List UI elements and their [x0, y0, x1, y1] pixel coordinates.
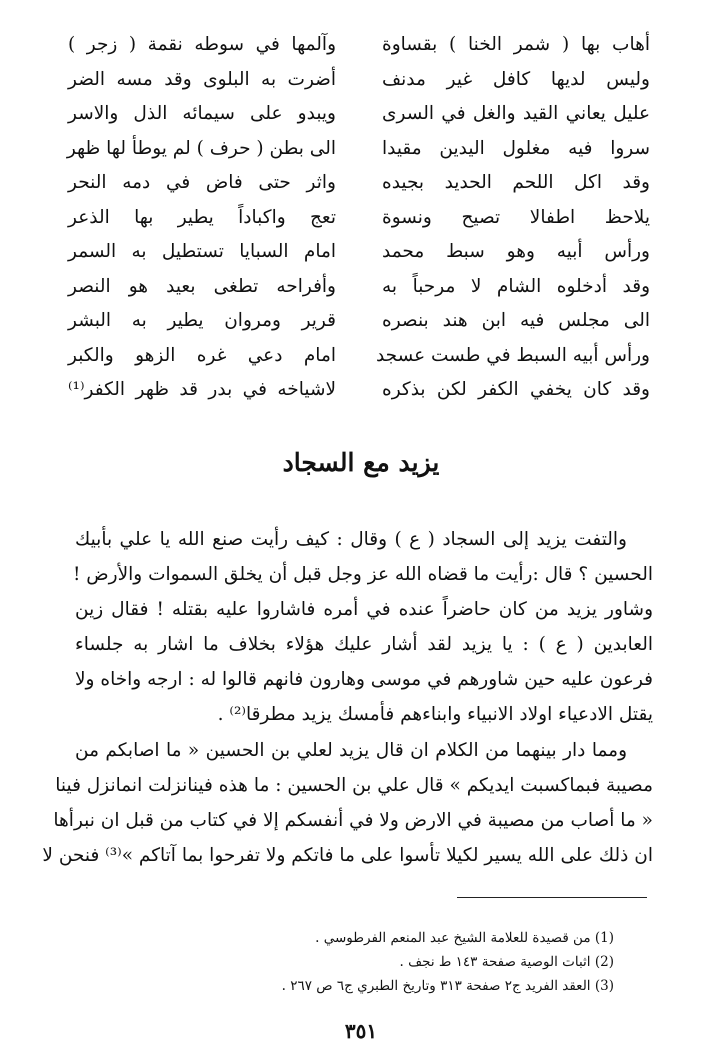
- verse-hemistich: وليس لديها كافل غير مدنف: [382, 68, 650, 90]
- verse-hemistich: وقد أدخلوه الشام لا مرحباً به: [382, 275, 650, 297]
- paragraph-line: مصيبة فبماكسبت ايديكم » قال علي بن الحسين : ما هذه فينانزلت انمانزل فينا: [55, 775, 653, 796]
- verse-hemistich: واثر حتى فاض في دمه النحر: [68, 172, 336, 193]
- paragraph-line: ان ذلك على الله يسير لكيلا تأسوا على ما فاتكم ولا تفرحوا بما آتاكم »⁽³⁾ فنحن لا: [42, 845, 653, 866]
- paragraph-line: ومما دار بينهما من الكلام ان قال يزيد لعلي بن الحسين « ما اصابكم من: [75, 740, 627, 761]
- footnotes: [94, 926, 614, 998]
- verse-hemistich: وأفراحه تطغى بعيد هو النصر: [68, 275, 336, 297]
- verse-hemistich: تعج واكباداً يطير بها الذعر: [68, 206, 336, 228]
- paragraph-line: وشاور يزيد من كان حاضراً عنده في أمره فاشاروا عليه بقتله ! فقال زين: [75, 599, 653, 620]
- footnote: (2) اثبات الوصية صفحة ١٤٣ ط نجف .: [399, 954, 614, 970]
- verse-hemistich: الى مجلس فيه ابن هند بنصره: [382, 310, 650, 331]
- verse-hemistich: وآلمها في سوطه نقمة ( زجر ): [68, 34, 336, 55]
- footnote: (1) من قصيدة للعلامة الشيخ عبد المنعم الفرطوسي .: [315, 930, 614, 946]
- paragraph-line: والتفت يزيد إلى السجاد ( ع ) وقال : كيف رأيت صنع الله يا علي بأبيك: [75, 529, 627, 550]
- footnote-separator: [457, 897, 647, 898]
- verse-hemistich: امام السبايا تستطيل به السمر: [68, 241, 336, 262]
- verse-hemistich: سروا فيه مغلول اليدين مقيدا: [382, 137, 650, 159]
- paragraph-line: فرعون عليه حين شاورهم في موسى وهارون فانهم قالوا له : ارجه واخاه ولا: [75, 669, 653, 690]
- verse-hemistich: أضرت به البلوى وقد مسه الضر: [68, 68, 336, 90]
- section-heading: يزيد مع السجاد: [282, 448, 440, 477]
- verse-hemistich: عليل يعاني القيد والغل في السرى: [382, 103, 650, 124]
- verse-hemistich: يلاحظ اطفالا تصيح ونسوة: [382, 206, 650, 228]
- paragraph-2: [42, 733, 653, 873]
- footnote: (3) العقد الفريد ج٢ صفحة ٣١٣ وتاريخ الطبري ج٦ ص ٢٦٧ .: [281, 978, 614, 994]
- paragraph-line: الحسين ؟ قال :رأيت ما قضاه الله عز وجل قبل أن يخلق السموات والأرض !: [72, 564, 653, 585]
- page-number: ٣٥١: [344, 1019, 378, 1043]
- verse-hemistich: ورأس أبيه السبط في طست عسجد: [375, 344, 650, 366]
- paragraph-line: « ما أصاب من مصيبة في الارض ولا في أنفسكم إلا في كتاب من قبل ان نبرأها: [53, 810, 653, 831]
- verse-hemistich: امام دعي غره الزهو والكبر: [68, 344, 336, 366]
- verse-hemistich: أهاب بها ( شمر الخنا ) بقساوة: [382, 34, 650, 55]
- poem-right-column: [375, 28, 650, 408]
- verse-hemistich: قرير ومروان يطير به البشر: [68, 310, 336, 331]
- paragraph-1: [72, 522, 653, 732]
- verse-hemistich: وقد اكل اللحم الحديد بجيده: [382, 172, 650, 193]
- verse-hemistich: وقد كان يخفي الكفر لكن بذكره: [382, 379, 650, 400]
- paragraph-line: العابدين ( ع ) : يا يزيد لقد أشار عليك هؤلاء بخلاف ما اشار به جلساء: [75, 634, 653, 655]
- verse-hemistich: لاشياخه في بدر قد ظهر الكفر⁽¹⁾: [68, 379, 336, 400]
- verse-hemistich: ويبدو على سيمائه الذل والاسر: [68, 103, 336, 124]
- poem-left-column: [68, 28, 336, 408]
- verse-hemistich: ورأس أبيه وهو سبط محمد: [382, 241, 650, 262]
- poem-block: [68, 28, 650, 423]
- paragraph-line: يقتل الادعياء اولاد الانبياء وابناءهم فأمسك يزيد مطرقا⁽²⁾ .: [217, 704, 653, 725]
- verse-hemistich: الى بطن ( حرف ) لم يوطأ لها ظهر: [66, 137, 336, 159]
